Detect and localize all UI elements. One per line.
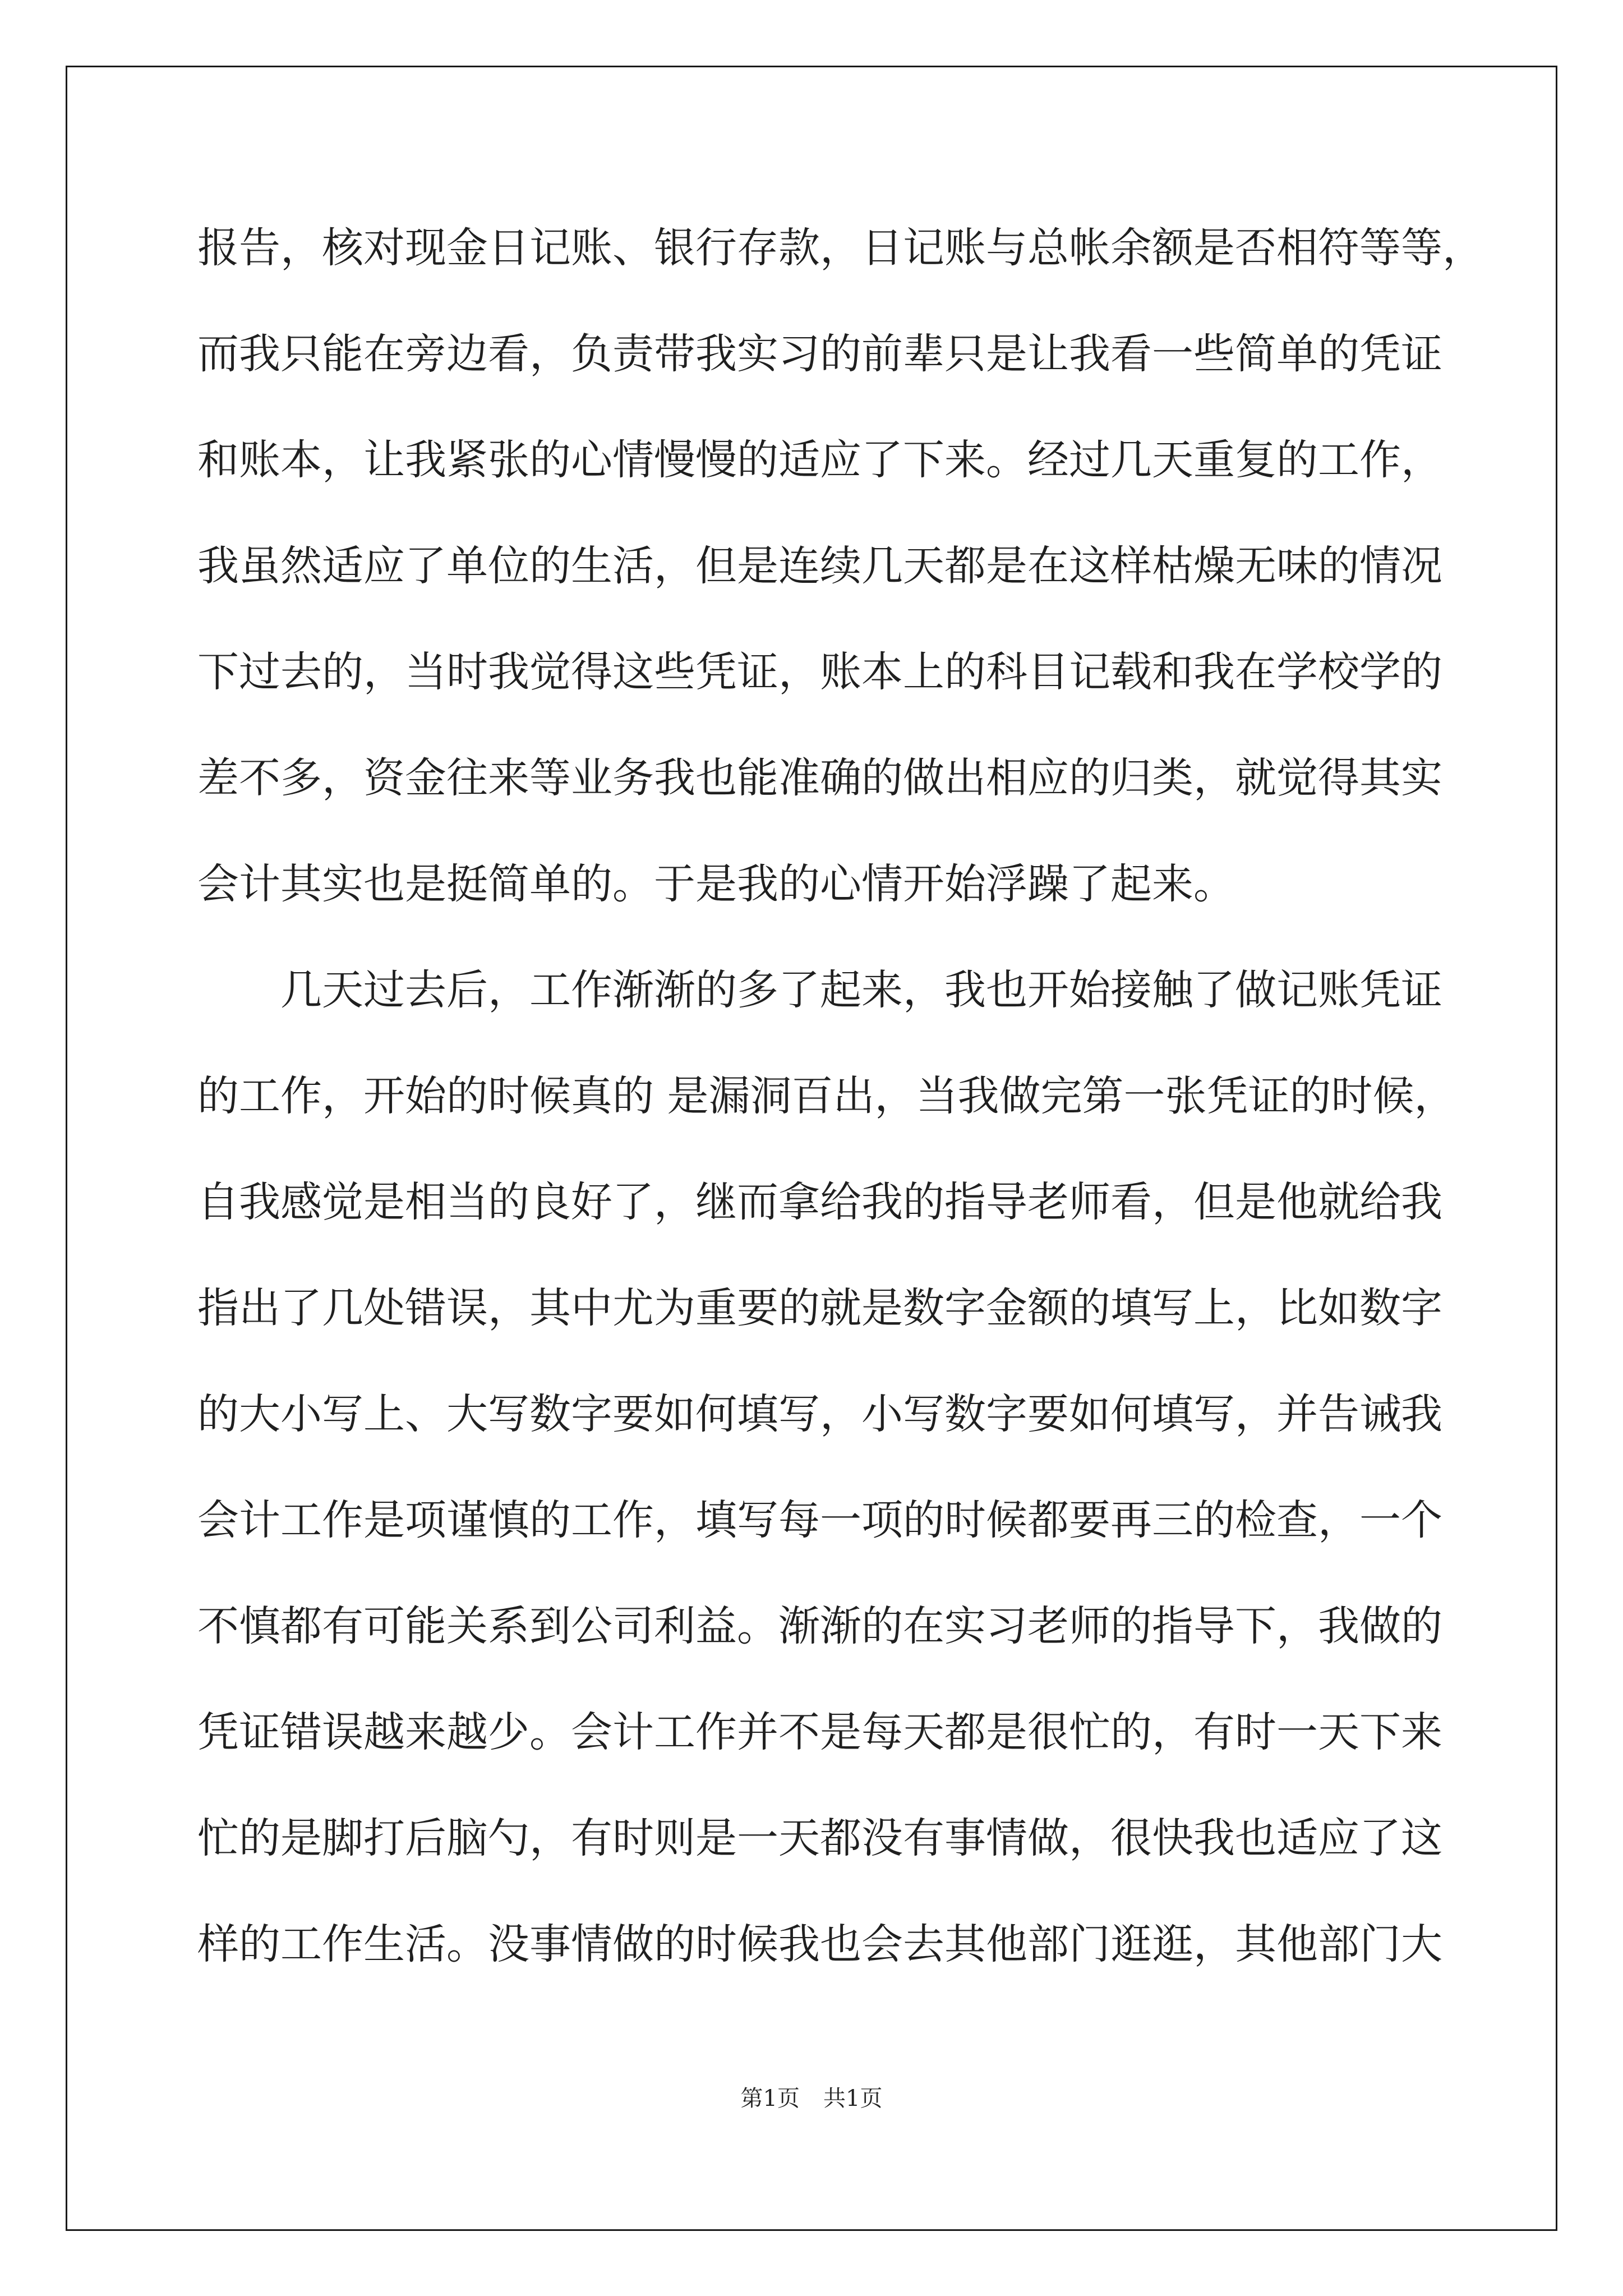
page-footer xyxy=(0,2083,1623,2114)
text-line: 会计工作是项谨慎的工作，填写每一项的时候都要再三的检查，一个 xyxy=(197,1496,1442,1544)
text-line: 不慎都有可能关系到公司利益。渐渐的在实习老师的指导下，我做的 xyxy=(197,1602,1442,1650)
text-line: 我虽然适应了单位的生活，但是连续几天都是在这样枯燥无味的情况 xyxy=(197,542,1442,590)
text-line: 自我感觉是相当的良好了，继而拿给我的指导老师看，但是他就给我 xyxy=(197,1178,1442,1226)
text-line: 样的工作生活。没事情做的时候我也会去其他部门逛逛，其他部门大 xyxy=(197,1920,1442,1968)
text-line: 几天过去后，工作渐渐的多了起来，我也开始接触了做记账凭证 xyxy=(197,966,1442,1014)
text-line: 的工作，开始的时候真的 是漏洞百出，当我做完第一张凭证的时候， xyxy=(197,1072,1456,1120)
text-line: 报告，核对现金日记账、银行存款，日记账与总帐余额是否相符等等， xyxy=(197,224,1484,272)
text-line: 和账本，让我紧张的心情慢慢的适应了下来。经过几天重复的工作， xyxy=(197,436,1442,484)
text-line: 指出了几处错误，其中尤为重要的就是数字金额的填写上，比如数字 xyxy=(197,1284,1442,1332)
text-line: 凭证错误越来越少。会计工作并不是每天都是很忙的，有时一天下来 xyxy=(197,1708,1442,1756)
text-line: 忙的是脚打后脑勺，有时则是一天都没有事情做，很快我也适应了这 xyxy=(197,1814,1442,1862)
text-line: 会计其实也是挺简单的。于是我的心情开始浮躁了起来。 xyxy=(197,860,1235,908)
text-line: 下过去的，当时我觉得这些凭证，账本上的科目记载和我在学校学的 xyxy=(197,648,1442,696)
page-number: 第1页 xyxy=(740,2086,800,2111)
text-line: 差不多，资金往来等业务我也能准确的做出相应的归类，就觉得其实 xyxy=(197,754,1442,802)
text-line: 的大小写上、大写数字要如何填写，小写数字要如何填写，并告诫我 xyxy=(197,1390,1442,1438)
text-line: 而我只能在旁边看，负责带我实习的前辈只是让我看一些简单的凭证 xyxy=(197,330,1442,378)
page-border xyxy=(66,66,1557,2231)
page-total: 共1页 xyxy=(823,2086,883,2111)
